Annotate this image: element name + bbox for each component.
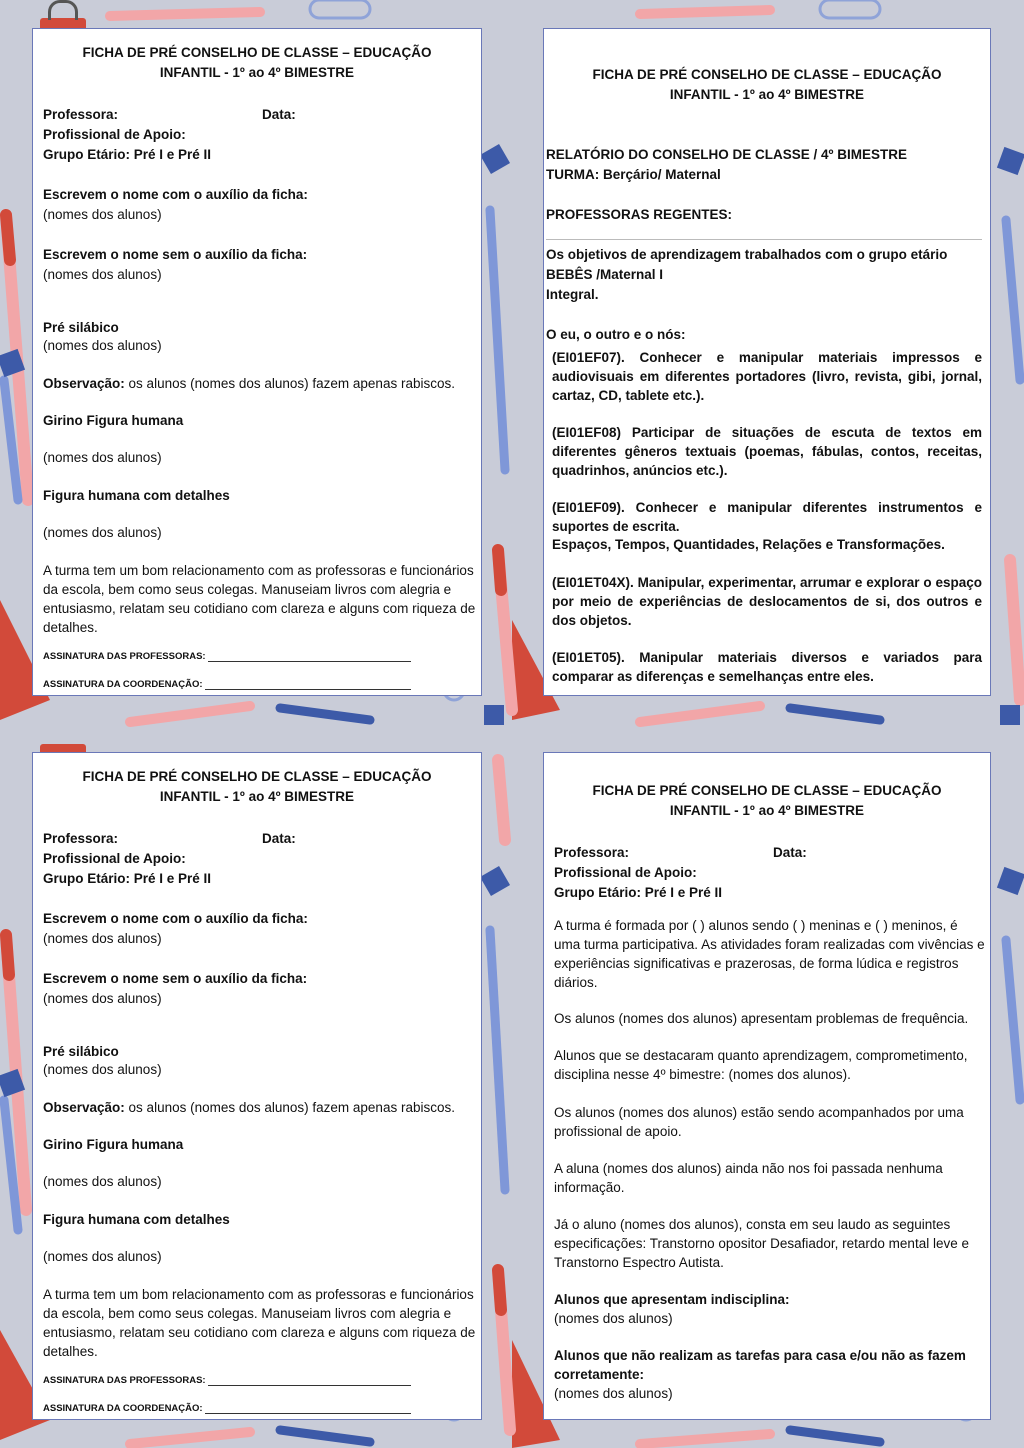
signature-professoras-label: ASSINATURA DAS PROFESSORAS:	[43, 1375, 206, 1386]
observacao-text: os alunos (nomes dos alunos) fazem apenas rabiscos.	[124, 376, 455, 391]
observacao-label: Observação:	[43, 1100, 125, 1115]
objetivos-line-1: Os objetivos de aprendizagem trabalhados com o grupo etário	[546, 247, 948, 262]
pre-silabico-label: Pré silábico	[43, 1044, 119, 1059]
form-title	[33, 767, 481, 807]
tarefas-label: Alunos que não realizam as tarefas para casa e/ou não as fazem corretamente:	[554, 1348, 966, 1382]
girino-label: Girino Figura humana	[43, 1137, 184, 1152]
com-ficha-names: (nomes dos alunos)	[43, 207, 162, 222]
apoio-label: Profissional de Apoio:	[43, 127, 186, 142]
observacao	[43, 374, 455, 393]
signature-professoras-label: ASSINATURA DAS PROFESSORAS:	[43, 651, 206, 662]
regentes-label: PROFESSORAS REGENTES:	[546, 207, 733, 222]
divider	[546, 239, 982, 240]
form-card-top-right	[543, 28, 991, 696]
apoio-paragraph: Os alunos (nomes dos alunos) estão sendo acompanhados por uma profissional de apoio.	[554, 1105, 964, 1139]
professora-label: Professora:	[43, 831, 119, 846]
signature-coordenacao	[43, 1403, 411, 1414]
title-line-1: FICHA DE PRÉ CONSELHO DE CLASSE – EDUCAÇÃO	[592, 783, 942, 798]
sem-ficha-names: (nomes dos alunos)	[43, 267, 162, 282]
pre-silabico-label: Pré silábico	[43, 320, 119, 335]
observacao	[43, 1098, 455, 1117]
figura-names: (nomes dos alunos)	[43, 525, 162, 540]
informacao-paragraph: A aluna (nomes dos alunos) ainda não nos foi passada nenhuma informação.	[554, 1161, 943, 1195]
signature-line	[208, 651, 411, 662]
form-title	[33, 43, 481, 83]
laudo-paragraph: Já o aluno (nomes dos alunos), consta em seu laudo as seguintes especificações: Transtorno opositor Desafiador, retardo mental leve e Transtorno Espectro Autista.	[554, 1217, 969, 1270]
form-title	[544, 65, 990, 105]
signature-coordenacao-label: ASSINATURA DA COORDENAÇÃO:	[43, 679, 203, 690]
data-label: Data:	[262, 107, 296, 122]
figura-label: Figura humana com detalhes	[43, 1212, 230, 1227]
clip-handle-icon	[48, 0, 78, 20]
girino-names: (nomes dos alunos)	[43, 1174, 162, 1189]
objective-et04: (EI01ET04X). Manipular, experimentar, arrumar e explorar o espaço por meio de experiências de deslocamentos de si, dos outros e dos objetos.	[552, 575, 982, 628]
title-line-2: INFANTIL - 1º ao 4º BIMESTRE	[669, 803, 865, 818]
espacos-heading: Espaços, Tempos, Quantidades, Relações e Transformações.	[552, 537, 945, 552]
signature-professoras	[43, 651, 411, 662]
signature-line	[205, 679, 411, 690]
figura-names: (nomes dos alunos)	[43, 1249, 162, 1264]
relatorio-heading: RELATÓRIO DO CONSELHO DE CLASSE / 4º BIMESTRE	[546, 147, 907, 162]
signature-line	[205, 1403, 411, 1414]
title-line-2: INFANTIL - 1º ao 4º BIMESTRE	[669, 87, 865, 102]
apoio-label: Profissional de Apoio:	[43, 851, 186, 866]
title-line-1: FICHA DE PRÉ CONSELHO DE CLASSE – EDUCAÇÃO	[82, 45, 432, 60]
destaque-paragraph: Alunos que se destacaram quanto aprendizagem, comprometimento, disciplina nesse 4º bimestre: (nomes dos alunos).	[554, 1048, 968, 1082]
signature-coordenacao-label: ASSINATURA DA COORDENAÇÃO:	[43, 1403, 203, 1414]
relationship-paragraph: A turma tem um bom relacionamento com as professoras e funcionários da escola, bem como seus colegas. Manuseiam livros com alegria e entusiasmo, relatam seu cotidiano com clareza e alguns com riqueza de detalhes.	[43, 563, 476, 635]
com-ficha-label: Escrevem o nome com o auxílio da ficha:	[43, 187, 308, 202]
girino-names: (nomes dos alunos)	[43, 450, 162, 465]
grupo-label: Grupo Etário: Pré I e Pré II	[554, 885, 723, 900]
indisciplina-label: Alunos que apresentam indisciplina:	[554, 1292, 790, 1307]
objective-ef08: (EI01EF08) Participar de situações de escuta de textos em diferentes gêneros textuais (poemas, fábulas, contos, receitas, quadrinhos, anúncios etc.).	[552, 425, 982, 478]
sem-ficha-label: Escrevem o nome sem o auxílio da ficha:	[43, 971, 308, 986]
tarefas-names: (nomes dos alunos)	[554, 1386, 673, 1401]
grupo-label: Grupo Etário: Pré I e Pré II	[43, 871, 212, 886]
form-card-bottom-left	[32, 752, 482, 1420]
com-ficha-label: Escrevem o nome com o auxílio da ficha:	[43, 911, 308, 926]
com-ficha-names: (nomes dos alunos)	[43, 931, 162, 946]
data-label: Data:	[262, 831, 296, 846]
objective-ef07: (EI01EF07). Conhecer e manipular materiais impressos e audiovisuais em diferentes portadores (livro, revista, gibi, jornal, cartaz, CD, tablete etc.).	[552, 350, 982, 403]
form-title	[544, 781, 990, 821]
form-card-top-left	[32, 28, 482, 696]
professora-label: Professora:	[43, 107, 119, 122]
title-line-1: FICHA DE PRÉ CONSELHO DE CLASSE – EDUCAÇÃO	[82, 769, 432, 784]
observacao-label: Observação:	[43, 376, 125, 391]
girino-label: Girino Figura humana	[43, 413, 184, 428]
signature-line	[208, 1375, 411, 1386]
grupo-label: Grupo Etário: Pré I e Pré II	[43, 147, 212, 162]
frequencia-paragraph: Os alunos (nomes dos alunos) apresentam problemas de frequência.	[554, 1011, 969, 1026]
observacao-text: os alunos (nomes dos alunos) fazem apenas rabiscos.	[124, 1100, 455, 1115]
signature-professoras	[43, 1375, 411, 1386]
signature-coordenacao	[43, 679, 411, 690]
title-line-2: INFANTIL - 1º ao 4º BIMESTRE	[159, 789, 355, 804]
form-card-bottom-right	[543, 752, 991, 1420]
sem-ficha-label: Escrevem o nome sem o auxílio da ficha:	[43, 247, 308, 262]
title-line-1: FICHA DE PRÉ CONSELHO DE CLASSE – EDUCAÇÃO	[592, 67, 942, 82]
apoio-label: Profissional de Apoio:	[554, 865, 697, 880]
turma-label: TURMA: Berçário/ Maternal	[546, 167, 721, 182]
relationship-paragraph: A turma tem um bom relacionamento com as professoras e funcionários da escola, bem como seus colegas. Manuseiam livros com alegria e entusiasmo, relatam seu cotidiano com clareza e alguns com riqueza de detalhes.	[43, 1287, 476, 1359]
title-line-2: INFANTIL - 1º ao 4º BIMESTRE	[159, 65, 355, 80]
objective-ef09: (EI01EF09). Conhecer e manipular diferentes instrumentos e suportes de escrita.	[552, 500, 982, 534]
pre-silabico-names: (nomes dos alunos)	[43, 1062, 162, 1077]
objetivos-line-3: Integral.	[546, 287, 599, 302]
professora-label: Professora:	[554, 845, 630, 860]
pre-silabico-names: (nomes dos alunos)	[43, 338, 162, 353]
indisciplina-names: (nomes dos alunos)	[554, 1311, 673, 1326]
objetivos-line-2: BEBÊS /Maternal I	[546, 267, 664, 282]
sem-ficha-names: (nomes dos alunos)	[43, 991, 162, 1006]
objective-et05: (EI01ET05). Manipular materiais diversos e variados para comparar as diferenças e semelhanças entre eles.	[552, 650, 982, 684]
data-label: Data:	[773, 845, 807, 860]
eu-outro-heading: O eu, o outro e o nós:	[546, 327, 686, 342]
figura-label: Figura humana com detalhes	[43, 488, 230, 503]
turma-paragraph: A turma é formada por ( ) alunos sendo ( ) meninas e ( ) meninos, é uma turma participativa. As atividades foram realizadas com vivências e experiências significativas e prazerosas, de forma lúdica e registros diários.	[554, 918, 985, 990]
